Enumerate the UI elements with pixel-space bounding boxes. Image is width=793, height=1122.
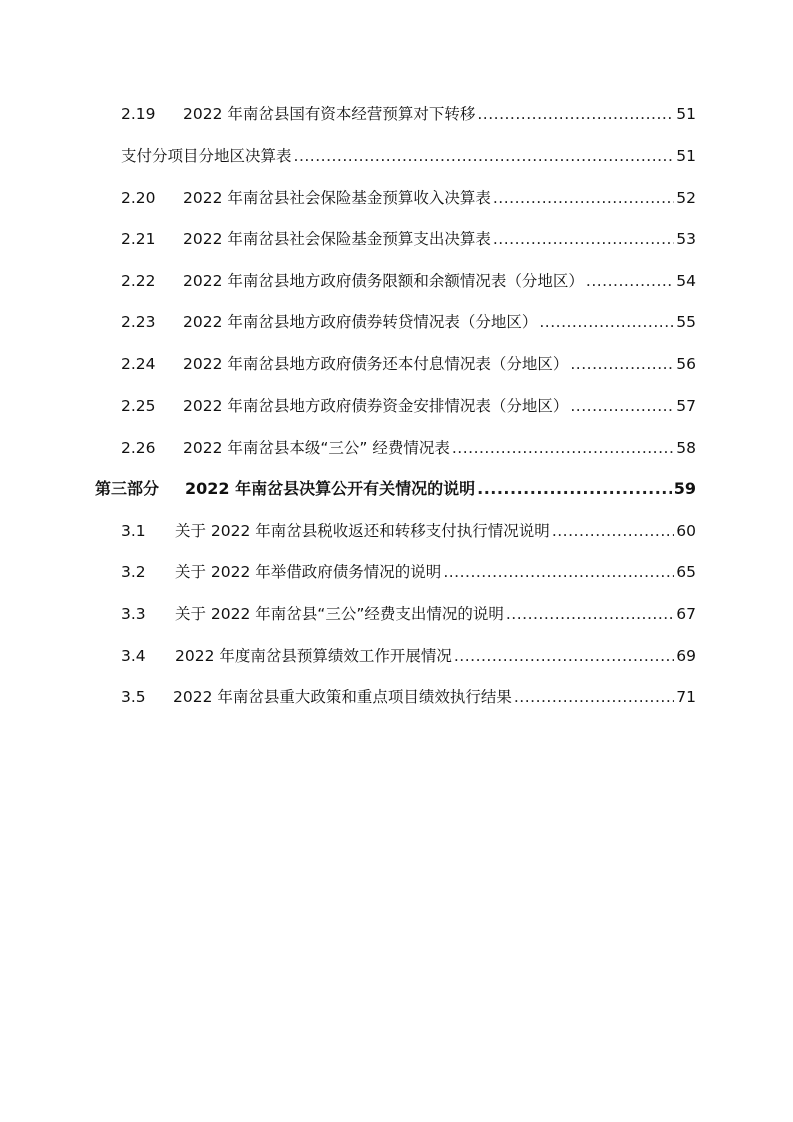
toc-entry-page: 55 bbox=[676, 313, 696, 331]
toc-entry-3-4[interactable] bbox=[121, 645, 696, 667]
toc-entry-title: 2022 年南岔县社会保险基金预算收入决算表 bbox=[183, 189, 491, 207]
toc-leader-dots bbox=[477, 478, 672, 500]
toc-entry-page: 52 bbox=[676, 189, 696, 207]
toc-entry-page: 69 bbox=[676, 647, 696, 665]
toc-entry-number: 2.24 bbox=[121, 355, 156, 373]
toc-leader-dots bbox=[493, 187, 674, 209]
toc-leader-dots bbox=[454, 645, 674, 667]
toc-entry-number: 3.4 bbox=[121, 647, 146, 665]
toc-entry-2-21[interactable] bbox=[121, 228, 696, 250]
toc-entry-page: 60 bbox=[676, 522, 696, 540]
toc-leader-dots bbox=[586, 270, 674, 292]
toc-entry-2-26[interactable] bbox=[121, 437, 696, 459]
toc-entry-3-5[interactable] bbox=[121, 686, 696, 708]
toc-entry-3-2[interactable] bbox=[121, 561, 696, 583]
toc-entry-title: 2022 年南岔县地方政府债务限额和余额情况表（分地区） bbox=[183, 272, 584, 290]
toc-entry-number: 3.2 bbox=[121, 563, 146, 581]
toc-entry-page: 58 bbox=[676, 439, 696, 457]
toc-entry-number: 2.19 bbox=[121, 105, 156, 123]
toc-entry-number: 2.23 bbox=[121, 313, 156, 331]
toc-entry-number: 2.20 bbox=[121, 189, 156, 207]
toc-leader-dots bbox=[506, 603, 674, 625]
toc-entry-number: 3.3 bbox=[121, 605, 146, 623]
toc-leader-dots bbox=[493, 228, 674, 250]
toc-entry-page: 57 bbox=[676, 397, 696, 415]
toc-entry-title: 2022 年南岔县重大政策和重点项目绩效执行结果 bbox=[173, 688, 512, 706]
toc-entry-page: 51 bbox=[676, 105, 696, 123]
toc-entry-title: 2022 年度南岔县预算绩效工作开展情况 bbox=[175, 647, 452, 665]
toc-leader-dots bbox=[443, 561, 674, 583]
toc-entry-2-20[interactable] bbox=[121, 187, 696, 209]
toc-entry-title: 2022 年南岔县地方政府债务还本付息情况表（分地区） bbox=[183, 355, 569, 373]
toc-entry-2-23[interactable] bbox=[121, 311, 696, 333]
toc-entry-2-19-continued[interactable] bbox=[121, 145, 696, 167]
toc-entry-page: 56 bbox=[676, 355, 696, 373]
toc-leader-dots bbox=[452, 437, 674, 459]
toc-entry-title: 2022 年南岔县地方政府债券转贷情况表（分地区） bbox=[183, 313, 538, 331]
toc-leader-dots bbox=[539, 311, 674, 333]
toc-entry-2-24[interactable] bbox=[121, 353, 696, 375]
toc-entry-number: 2.22 bbox=[121, 272, 156, 290]
toc-leader-dots bbox=[477, 103, 674, 125]
toc-leader-dots bbox=[570, 353, 674, 375]
toc-leader-dots bbox=[514, 686, 674, 708]
toc-entry-title: 2022 年南岔县国有资本经营预算对下转移 bbox=[183, 105, 476, 123]
toc-entry-page: 67 bbox=[676, 605, 696, 623]
toc-leader-dots bbox=[570, 395, 674, 417]
toc-part-label: 第三部分 bbox=[95, 479, 160, 498]
toc-leader-dots bbox=[294, 145, 675, 167]
toc-entry-3-1[interactable] bbox=[121, 520, 696, 542]
toc-entry-title: 关于 2022 年举借政府债务情况的说明 bbox=[175, 563, 442, 581]
toc-entry-title: 关于 2022 年南岔县税收返还和转移支付执行情况说明 bbox=[175, 522, 550, 540]
toc-entry-page: 51 bbox=[676, 147, 696, 165]
toc-entry-page: 53 bbox=[676, 230, 696, 248]
toc-leader-dots bbox=[552, 520, 674, 542]
toc-entry-page: 54 bbox=[676, 272, 696, 290]
toc-entry-title: 2022 年南岔县地方政府债券资金安排情况表（分地区） bbox=[183, 397, 569, 415]
toc-entry-number: 3.5 bbox=[121, 688, 146, 706]
toc-entry-title: 2022 年南岔县本级“三公” 经费情况表 bbox=[183, 439, 450, 457]
toc-entry-2-19[interactable] bbox=[121, 103, 696, 125]
toc-part-3[interactable] bbox=[95, 478, 696, 500]
toc-entry-title: 支付分项目分地区决算表 bbox=[121, 147, 292, 165]
toc-part-title: 2022 年南岔县决算公开有关情况的说明 bbox=[185, 479, 476, 498]
toc-part-page: 59 bbox=[673, 479, 696, 498]
toc-entry-number: 3.1 bbox=[121, 522, 146, 540]
toc-entry-3-3[interactable] bbox=[121, 603, 696, 625]
toc-entry-2-25[interactable] bbox=[121, 395, 696, 417]
toc-entry-number: 2.26 bbox=[121, 439, 156, 457]
toc-entry-title: 2022 年南岔县社会保险基金预算支出决算表 bbox=[183, 230, 491, 248]
toc-entry-number: 2.21 bbox=[121, 230, 156, 248]
toc-entry-2-22[interactable] bbox=[121, 270, 696, 292]
toc-entry-page: 65 bbox=[676, 563, 696, 581]
toc-entry-number: 2.25 bbox=[121, 397, 156, 415]
toc-entry-title: 关于 2022 年南岔县“三公”经费支出情况的说明 bbox=[175, 605, 504, 623]
toc-entry-page: 71 bbox=[676, 688, 696, 706]
